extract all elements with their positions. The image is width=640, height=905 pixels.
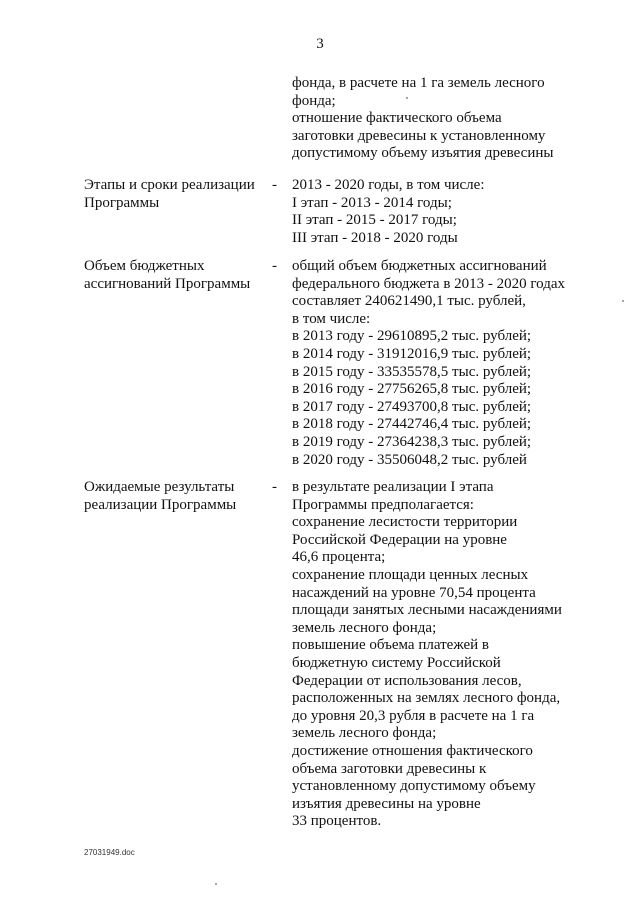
value-line: в результате реализации I этапа — [292, 479, 494, 495]
value-line: в 2018 году - 27442746,4 тыс. рублей; — [292, 416, 532, 433]
scan-speck — [406, 97, 408, 99]
value-line: I этап - 2013 - 2014 годы; — [292, 194, 452, 211]
value-line: установленному допустимому объему — [292, 778, 536, 795]
value-line: составляет 240621490,1 тыс. рублей, — [292, 293, 526, 310]
value-line: земель лесного фонда; — [292, 725, 437, 742]
value-line: 33 процентов. — [292, 813, 382, 830]
continuation-line: заготовки древесины к установленному — [292, 127, 546, 144]
section-value — [292, 479, 592, 831]
value-line: в 2019 году - 27364238,3 тыс. рублей; — [292, 433, 532, 450]
section-value — [292, 258, 592, 469]
continuation-line: отношение фактического объема — [292, 110, 502, 127]
section-label — [84, 258, 264, 293]
scan-speck — [215, 883, 217, 885]
value-line: достижение отношения фактического — [292, 742, 533, 759]
value-line: II этап - 2015 - 2017 годы; — [292, 212, 457, 229]
separator-dash: - — [272, 479, 277, 495]
value-line: Программы предполагается: — [292, 496, 474, 513]
value-line: Федерации от использования лесов, — [292, 672, 522, 689]
section-label — [84, 177, 264, 212]
label-line: Программы — [84, 194, 160, 211]
continuation-line: фонда; — [292, 92, 336, 109]
section-label — [84, 479, 264, 514]
label-line: реализации Программы — [84, 496, 237, 513]
value-line: III этап - 2018 - 2020 годы — [292, 229, 458, 246]
value-line: изъятия древесины на уровне — [292, 795, 481, 812]
value-line: сохранение лесистости территории — [292, 514, 518, 531]
value-line: в 2015 году - 33535578,5 тыс. рублей; — [292, 363, 532, 380]
value-line: насаждений на уровне 70,54 процента — [292, 584, 536, 601]
scan-speck — [622, 300, 624, 302]
page-number: 3 — [316, 36, 324, 52]
label-line: ассигнований Программы — [84, 275, 251, 292]
value-line: до уровня 20,3 рубля в расчете на 1 га — [292, 707, 535, 724]
value-line: сохранение площади ценных лесных — [292, 566, 529, 583]
separator-dash: - — [272, 177, 277, 193]
label-line: Объем бюджетных — [84, 258, 205, 274]
continuation-line: допустимому объему изъятия древесины — [292, 145, 554, 162]
document-filename: 27031949.doc — [84, 848, 135, 857]
separator-dash: - — [272, 258, 277, 274]
value-line: в 2013 году - 29610895,2 тыс. рублей; — [292, 328, 532, 345]
value-line: объема заготовки древесины к — [292, 760, 487, 777]
value-line: 2013 - 2020 годы, в том числе: — [292, 177, 485, 193]
value-line: Российской Федерации на уровне — [292, 531, 507, 548]
value-line: площади занятых лесными насаждениями — [292, 602, 562, 619]
value-line: в том числе: — [292, 310, 371, 327]
section-value — [292, 177, 592, 247]
label-line: Этапы и сроки реализации — [84, 177, 255, 193]
value-line: федерального бюджета в 2013 - 2020 годах — [292, 275, 566, 292]
value-line: бюджетную систему Российской — [292, 654, 501, 671]
value-line: общий объем бюджетных ассигнований — [292, 258, 547, 274]
continuation-line: фонда, в расчете на 1 га земель лесного — [292, 75, 545, 91]
value-line: повышение объема платежей в — [292, 637, 490, 654]
value-line: в 2017 году - 27493700,8 тыс. рублей; — [292, 398, 532, 415]
value-line: 46,6 процента; — [292, 549, 386, 566]
value-line: в 2016 году - 27756265,8 тыс. рублей; — [292, 381, 532, 398]
value-line: в 2014 году - 31912016,9 тыс. рублей; — [292, 345, 532, 362]
continuation-text — [292, 75, 592, 163]
value-line: земель лесного фонда; — [292, 619, 437, 636]
label-line: Ожидаемые результаты — [84, 479, 235, 495]
value-line: в 2020 году - 35506048,2 тыс. рублей — [292, 451, 527, 468]
value-line: расположенных на землях лесного фонда, — [292, 690, 561, 707]
